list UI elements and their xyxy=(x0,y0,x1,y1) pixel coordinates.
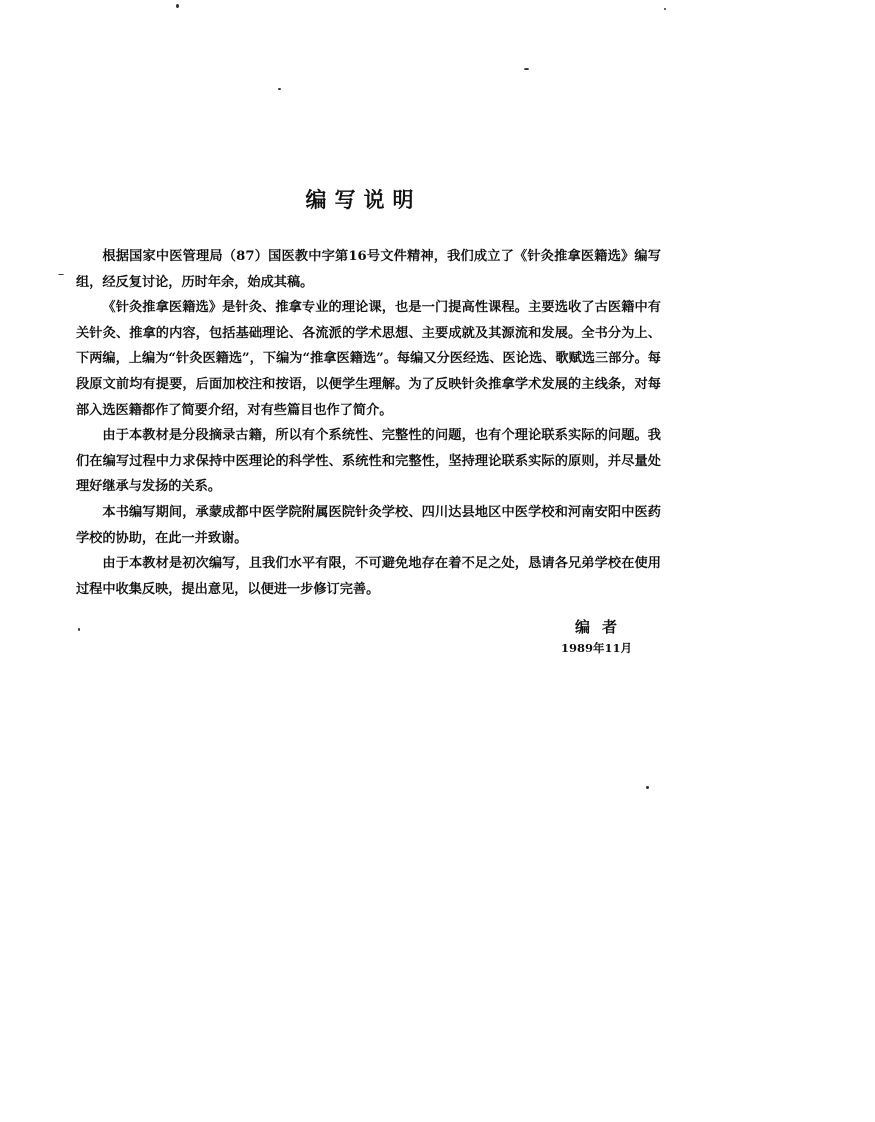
paragraph-3: 由于本教材是分段摘录古籍，所以有个系统性、完整性的问题，也有个理论联系实际的问题。我们在编写过程中力求保持中医理论的科学性、系统性和完整性，坚持理论联系实际的原则，并尽量处理好继承与发扬的关系。 xyxy=(76,428,661,495)
paragraph-5: 由于本教材是初次编写，且我们水平有限，不可避免地存在着不足之处，恳请各兄弟学校在使用过程中收集反映，提出意见，以便进一步修订完善。 xyxy=(76,556,661,597)
page-title: 编写说明 xyxy=(305,188,422,212)
preface-body xyxy=(76,244,661,602)
paragraph-2: 《针灸推拿医籍选》是针灸、推拿专业的理论课，也是一门提高性课程。主要选收了古医籍中有关针灸、推拿的内容，包括基础理论、各流派的学术思想、主要成就及其源流和发展。全书分为上、下两编，上编为“针灸医籍选”，下编为“推拿医籍选”。每编又分医经选、医论选、歌赋选三部分。每段原文前均有提要，后面加校注和按语，以便学生理解。为了反映针灸推拿学术发展的主线条，对每部入选医籍都作了简要介绍，对有些篇目也作了简介。 xyxy=(76,300,661,418)
editor-signature: 编者 xyxy=(575,618,630,636)
paragraph-1: 根据国家中医管理局（87）国医教中字第16号文件精神，我们成立了《针灸推拿医籍选》编写组，经反复讨论，历时年余，始成其稿。 xyxy=(76,249,661,290)
scan-speck xyxy=(664,8,666,10)
scan-speck xyxy=(58,274,64,275)
scan-speck xyxy=(524,68,529,70)
scan-speck xyxy=(176,4,179,8)
scan-speck xyxy=(78,628,80,631)
paragraph-4: 本书编写期间，承蒙成都中医学院附属医院针灸学校、四川达县地区中医学校和河南安阳中医药学校的协助，在此一并致谢。 xyxy=(76,504,661,546)
scan-speck xyxy=(646,786,649,789)
scan-speck xyxy=(278,88,281,90)
publication-date: 1989年11月 xyxy=(561,641,633,655)
